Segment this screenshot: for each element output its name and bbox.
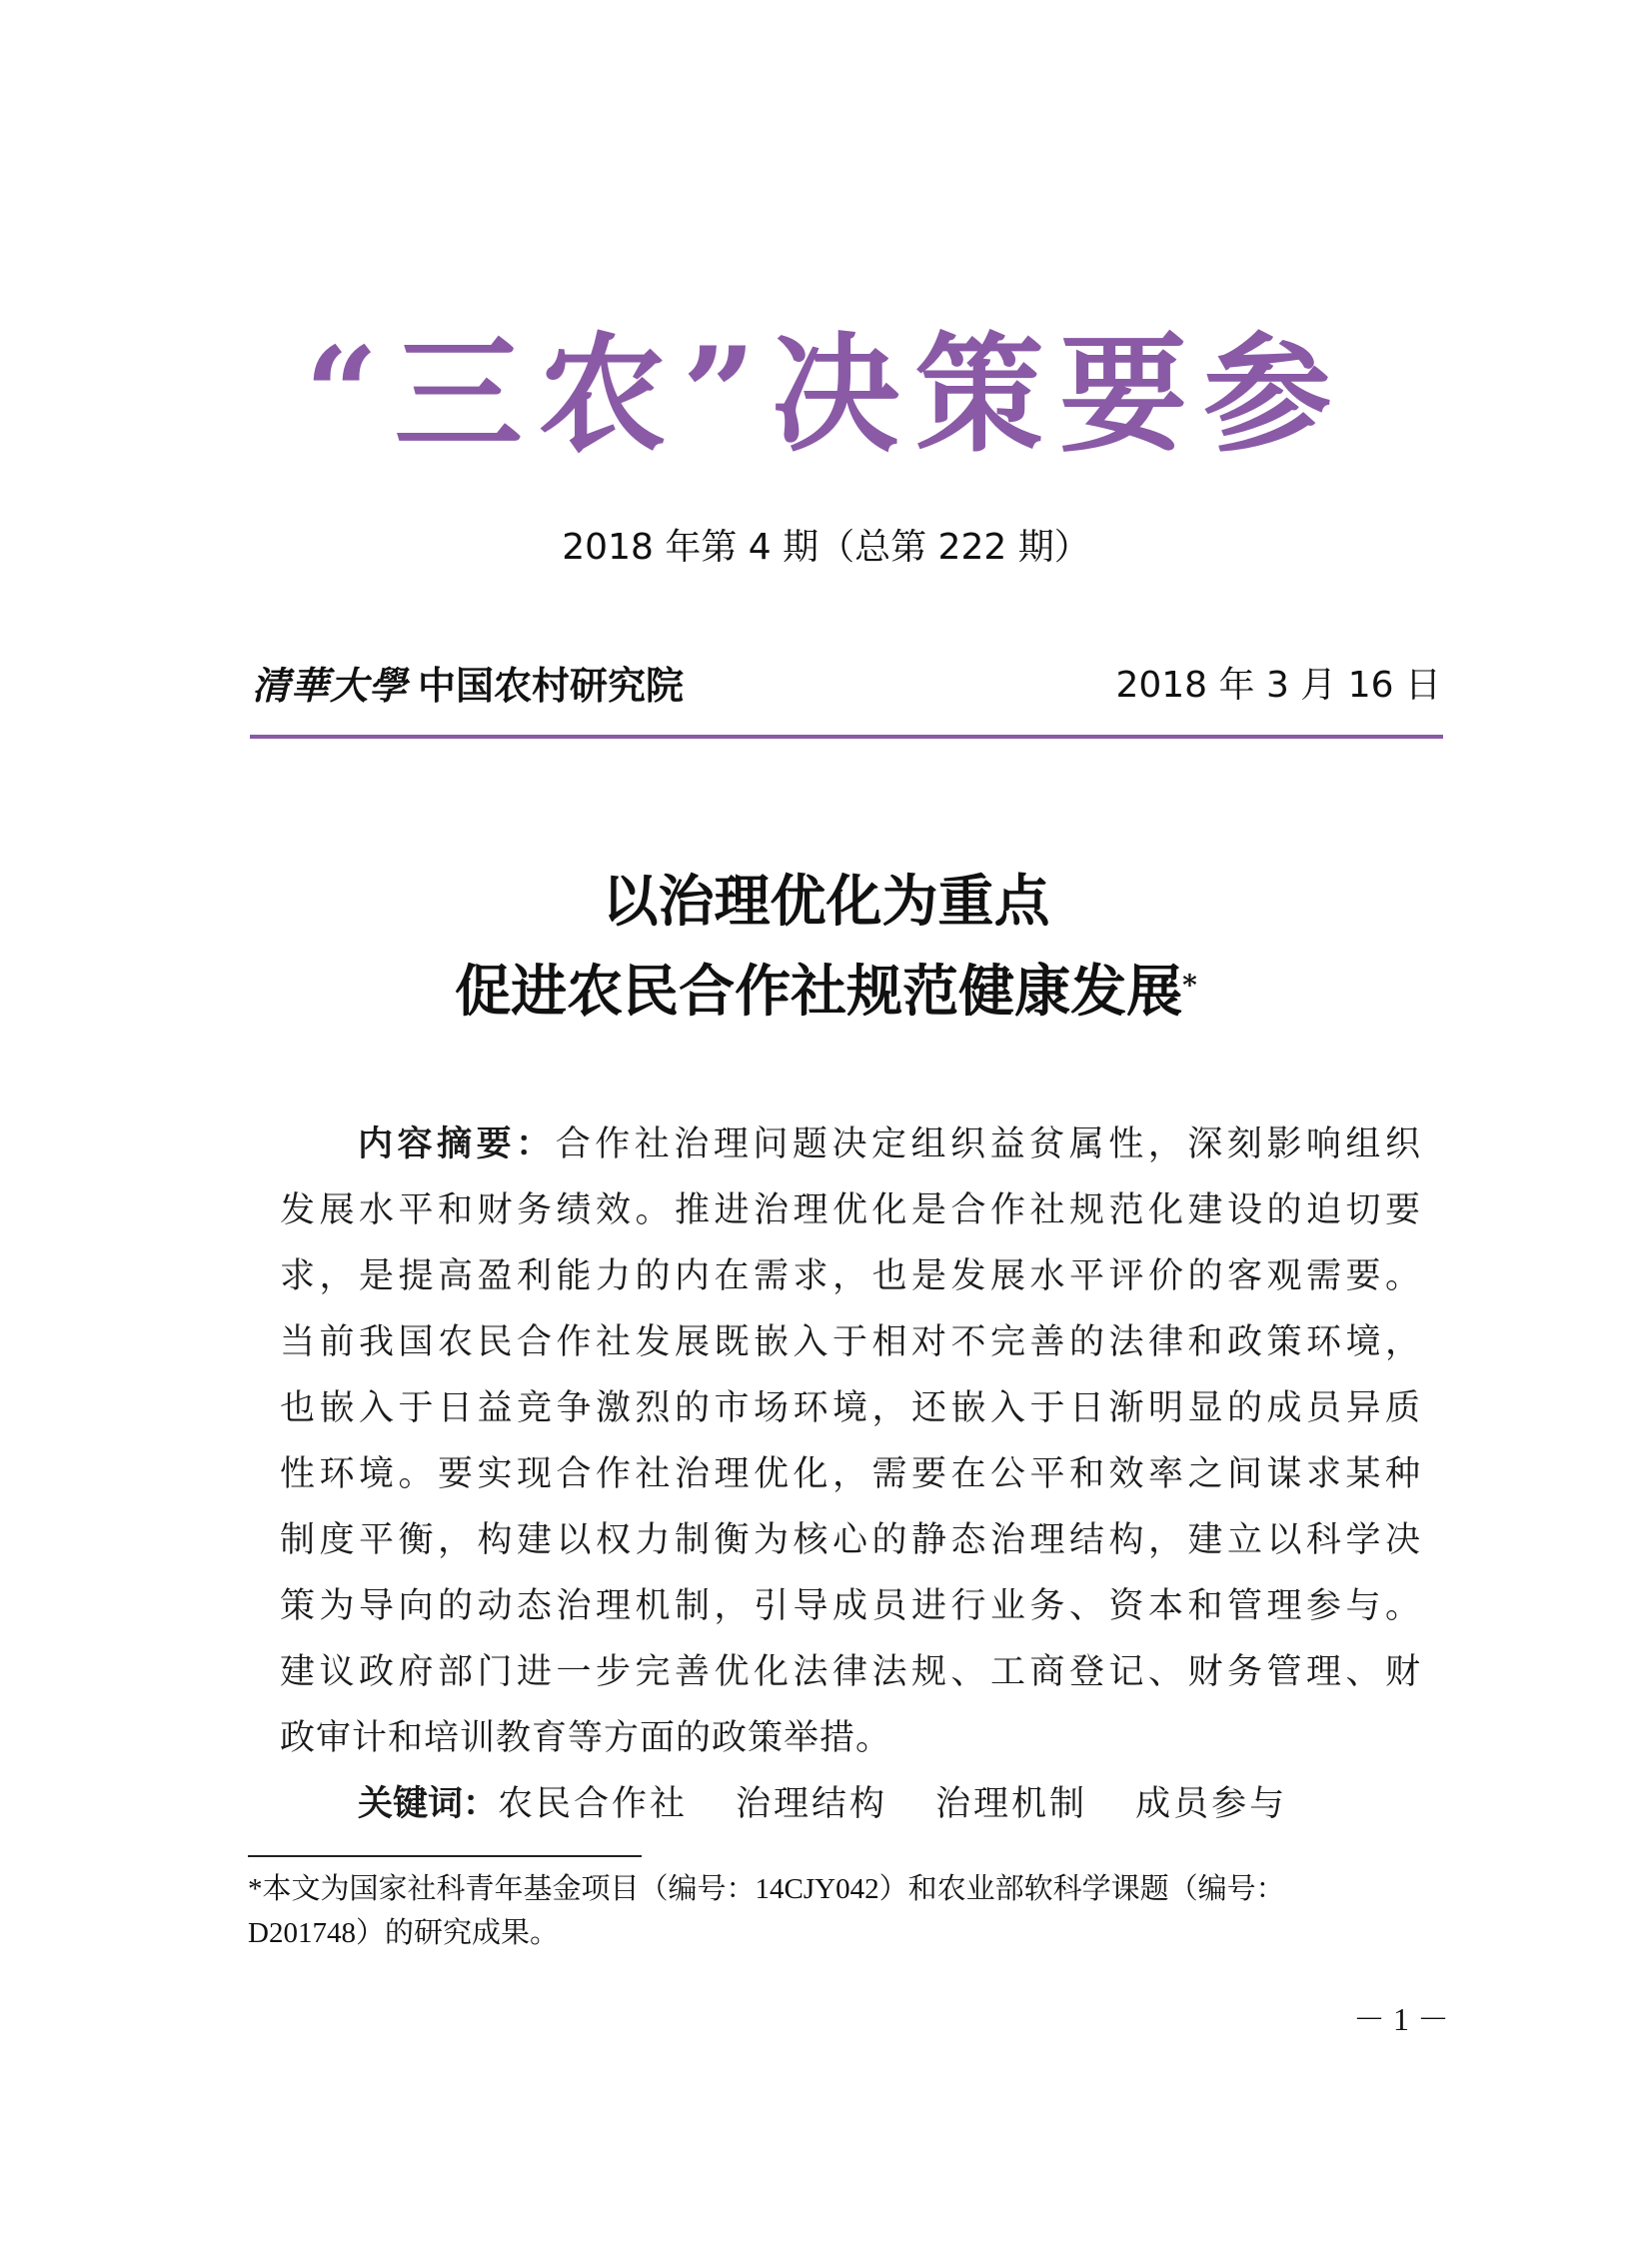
issue-number: 2018 年第 4 期（总第 222 期） — [562, 527, 1090, 568]
keyword: 治理机制 — [935, 1784, 1088, 1824]
header-divider — [250, 735, 1443, 739]
keyword: 农民合作社 — [498, 1784, 689, 1824]
article-title-line-1: 以治理优化为重点 — [602, 869, 1050, 935]
abstract-line: 建议政府部门进一步完善优化法律法规、工商登记、财务管理、财 — [280, 1652, 1421, 1692]
abstract-line-text: 合作社治理问题决定组织益贫属性，深刻影响组织 — [555, 1124, 1421, 1164]
keyword: 治理结构 — [736, 1784, 888, 1824]
footnote-line: D201748）的研究成果。 — [248, 1917, 559, 1949]
footnote-divider — [248, 1855, 642, 1857]
abstract-line: 制度平衡，构建以权力制衡为核心的静态治理结构，建立以科学决 — [280, 1520, 1421, 1560]
article-title-line-2-text: 促进农民合作社规范健康发展 — [455, 959, 1183, 1025]
article-title-line-2 — [0, 952, 1652, 1032]
institute-name: 中国农村研究院 — [418, 663, 685, 708]
abstract-line: 也嵌入于日益竞争激烈的市场环境，还嵌入于日渐明显的成员异质 — [280, 1388, 1421, 1428]
abstract-line — [280, 1112, 1421, 1177]
footnote-line: *本文为国家社科青年基金项目（编号：14CJY042）和农业部软科学课题（编号： — [248, 1873, 1285, 1905]
keywords-label: 关键词： — [358, 1784, 499, 1824]
abstract-line: 政审计和培训教育等方面的政策举措。 — [280, 1718, 892, 1758]
abstract-label: 内容摘要： — [358, 1124, 556, 1164]
footnote — [248, 1867, 1427, 1955]
title-footnote-mark: * — [1182, 969, 1197, 1002]
abstract — [280, 1112, 1421, 1771]
university-logotype: 清華大學 — [252, 663, 409, 708]
keywords — [358, 1771, 1335, 1837]
abstract-line: 策为导向的动态治理机制，引导成员进行业务、资本和管理参与。 — [280, 1586, 1421, 1626]
abstract-line: 求，是提高盈利能力的内在需求，也是发展水平评价的客观需要。 — [280, 1256, 1421, 1296]
abstract-line: 发展水平和财务绩效。推进治理优化是合作社规范化建设的迫切要 — [280, 1190, 1421, 1230]
page-number: － 1 － — [1352, 2001, 1449, 2037]
masthead-title: “三农”决策要参 — [304, 320, 1348, 470]
abstract-line: 当前我国农民合作社发展既嵌入于相对不完善的法律和政策环境， — [280, 1322, 1421, 1362]
keyword: 成员参与 — [1135, 1784, 1288, 1824]
abstract-line: 性环境。要实现合作社治理优化，需要在公平和效率之间谋求某种 — [280, 1454, 1421, 1494]
publication-date: 2018 年 3 月 16 日 — [1115, 665, 1441, 706]
